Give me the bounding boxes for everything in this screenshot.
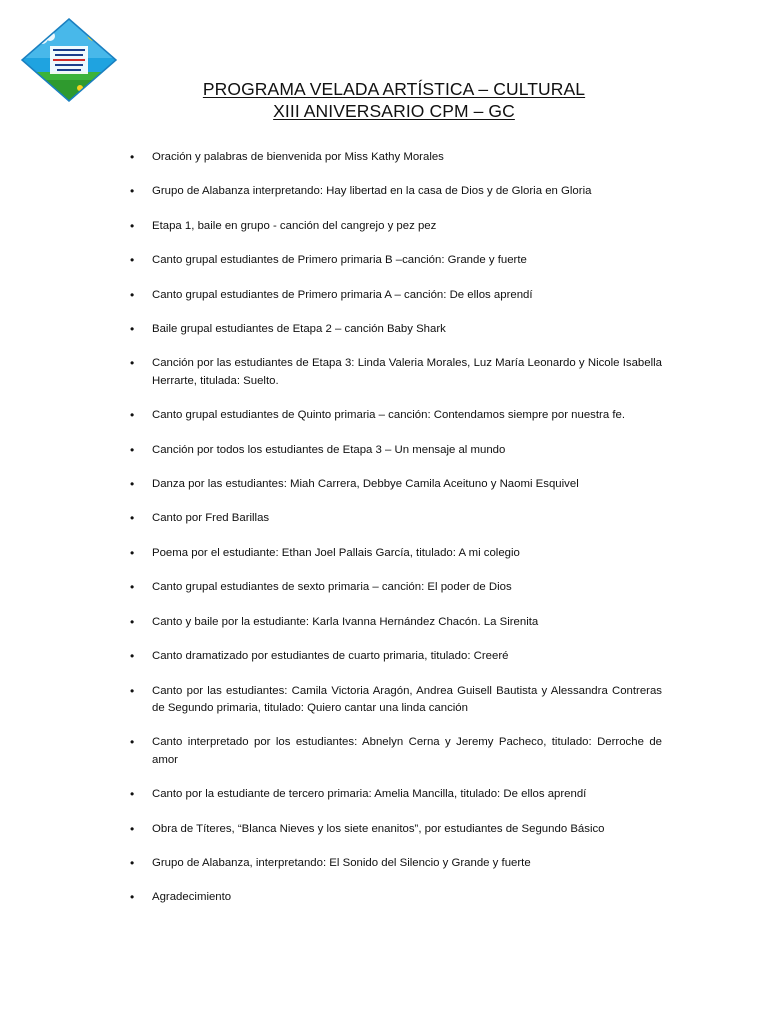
document-title	[0, 78, 768, 122]
bullet-icon: •	[130, 580, 135, 595]
bullet-icon: •	[130, 787, 135, 802]
list-item	[126, 183, 662, 200]
bullet-icon: •	[130, 322, 135, 337]
bullet-icon: •	[130, 253, 135, 268]
list-item-text: Canto por la estudiante de tercero primaria: Amelia Mancilla, titulado: De ellos aprendí	[152, 788, 587, 801]
list-item	[126, 407, 662, 424]
list-item-text: Canto por Fred Barillas	[152, 512, 270, 525]
bullet-icon: •	[130, 890, 135, 905]
list-item-text: Canto grupal estudiantes de Primero primaria A – canción: De ellos aprendí	[152, 288, 533, 301]
list-item	[126, 476, 662, 493]
bullet-icon: •	[130, 511, 135, 526]
list-item-text: Canción por las estudiantes de Etapa 3: Linda Valeria Morales, Luz María Leonardo y Nicole Isabella Herrarte, titulada: Suelto.	[152, 357, 662, 387]
list-item	[126, 545, 662, 562]
bullet-icon: •	[130, 356, 135, 371]
title-line-1: PROGRAMA VELADA ARTÍSTICA – CULTURAL	[202, 79, 586, 99]
list-item-text: Canto interpretado por los estudiantes: Abnelyn Cerna y Jeremy Pacheco, titulado: Derroche de amor	[152, 736, 662, 766]
list-item	[126, 683, 662, 718]
list-item-text: Canción por todos los estudiantes de Etapa 3 – Un mensaje al mundo	[152, 443, 506, 456]
bullet-icon: •	[130, 477, 135, 492]
list-item	[126, 579, 662, 596]
list-item	[126, 149, 662, 166]
list-item	[126, 442, 662, 459]
list-item	[126, 218, 662, 235]
list-item	[126, 786, 662, 803]
bullet-icon: •	[130, 442, 135, 457]
bullet-icon: •	[130, 287, 135, 302]
list-item-text: Canto dramatizado por estudiantes de cuarto primaria, titulado: Creeré	[152, 650, 509, 663]
bullet-icon: •	[130, 184, 135, 199]
list-item-text: Etapa 1, baile en grupo - canción del cangrejo y pez pez	[152, 219, 437, 232]
bullet-icon: •	[130, 150, 135, 164]
list-item	[126, 510, 662, 527]
list-item	[126, 889, 662, 906]
list-item-text: Obra de Títeres, “Blanca Nieves y los siete enanitos”, por estudiantes de Segundo Básico	[152, 822, 605, 835]
list-item-text: Baile grupal estudiantes de Etapa 2 – canción Baby Shark	[152, 323, 446, 336]
list-item	[126, 355, 662, 390]
list-item-text: Poema por el estudiante: Ethan Joel Pallais García, titulado: A mi colegio	[152, 546, 520, 559]
list-item	[126, 734, 662, 769]
list-item-text: Danza por las estudiantes: Miah Carrera, Debbye Camila Aceituno y Naomi Esquivel	[152, 478, 579, 491]
list-item-text: Canto grupal estudiantes de sexto primaria – canción: El poder de Dios	[152, 581, 512, 594]
bullet-icon: •	[130, 855, 135, 870]
list-item-text: Agradecimiento	[152, 891, 232, 904]
bullet-icon: •	[130, 821, 135, 836]
bullet-icon: •	[130, 683, 135, 698]
bullet-icon: •	[130, 614, 135, 629]
list-item-text: Oración y palabras de bienvenida por Miss Kathy Morales	[152, 151, 444, 163]
list-item	[126, 321, 662, 338]
bullet-icon: •	[130, 408, 135, 423]
bullet-icon: •	[130, 218, 135, 233]
list-item	[126, 648, 662, 665]
title-line-2: XIII ANIVERSARIO CPM – GC	[273, 101, 515, 121]
list-item	[126, 287, 662, 304]
list-item-text: Canto grupal estudiantes de Quinto primaria – canción: Contendamos siempre por nuestra fe.	[152, 409, 625, 422]
list-item	[126, 855, 662, 872]
bullet-icon: •	[130, 735, 135, 750]
list-item-text: Grupo de Alabanza interpretando: Hay libertad en la casa de Dios y de Gloria en Gloria	[152, 185, 592, 198]
list-item-text: Canto grupal estudiantes de Primero primaria B –canción: Grande y fuerte	[152, 254, 527, 267]
bullet-icon: •	[130, 545, 135, 560]
program-list	[126, 149, 662, 924]
list-item	[126, 614, 662, 631]
list-item-text: Canto y baile por la estudiante: Karla Ivanna Hernández Chacón. La Sirenita	[152, 615, 539, 628]
list-item	[126, 252, 662, 269]
list-item-text: Grupo de Alabanza, interpretando: El Sonido del Silencio y Grande y fuerte	[152, 856, 531, 869]
list-item-text: Canto por las estudiantes: Camila Victoria Aragón, Andrea Guisell Bautista y Alessandra Contreras de Segundo primaria, titulado: Quiero cantar una linda canción	[152, 684, 662, 714]
bullet-icon: •	[130, 649, 135, 664]
list-item	[126, 821, 662, 838]
